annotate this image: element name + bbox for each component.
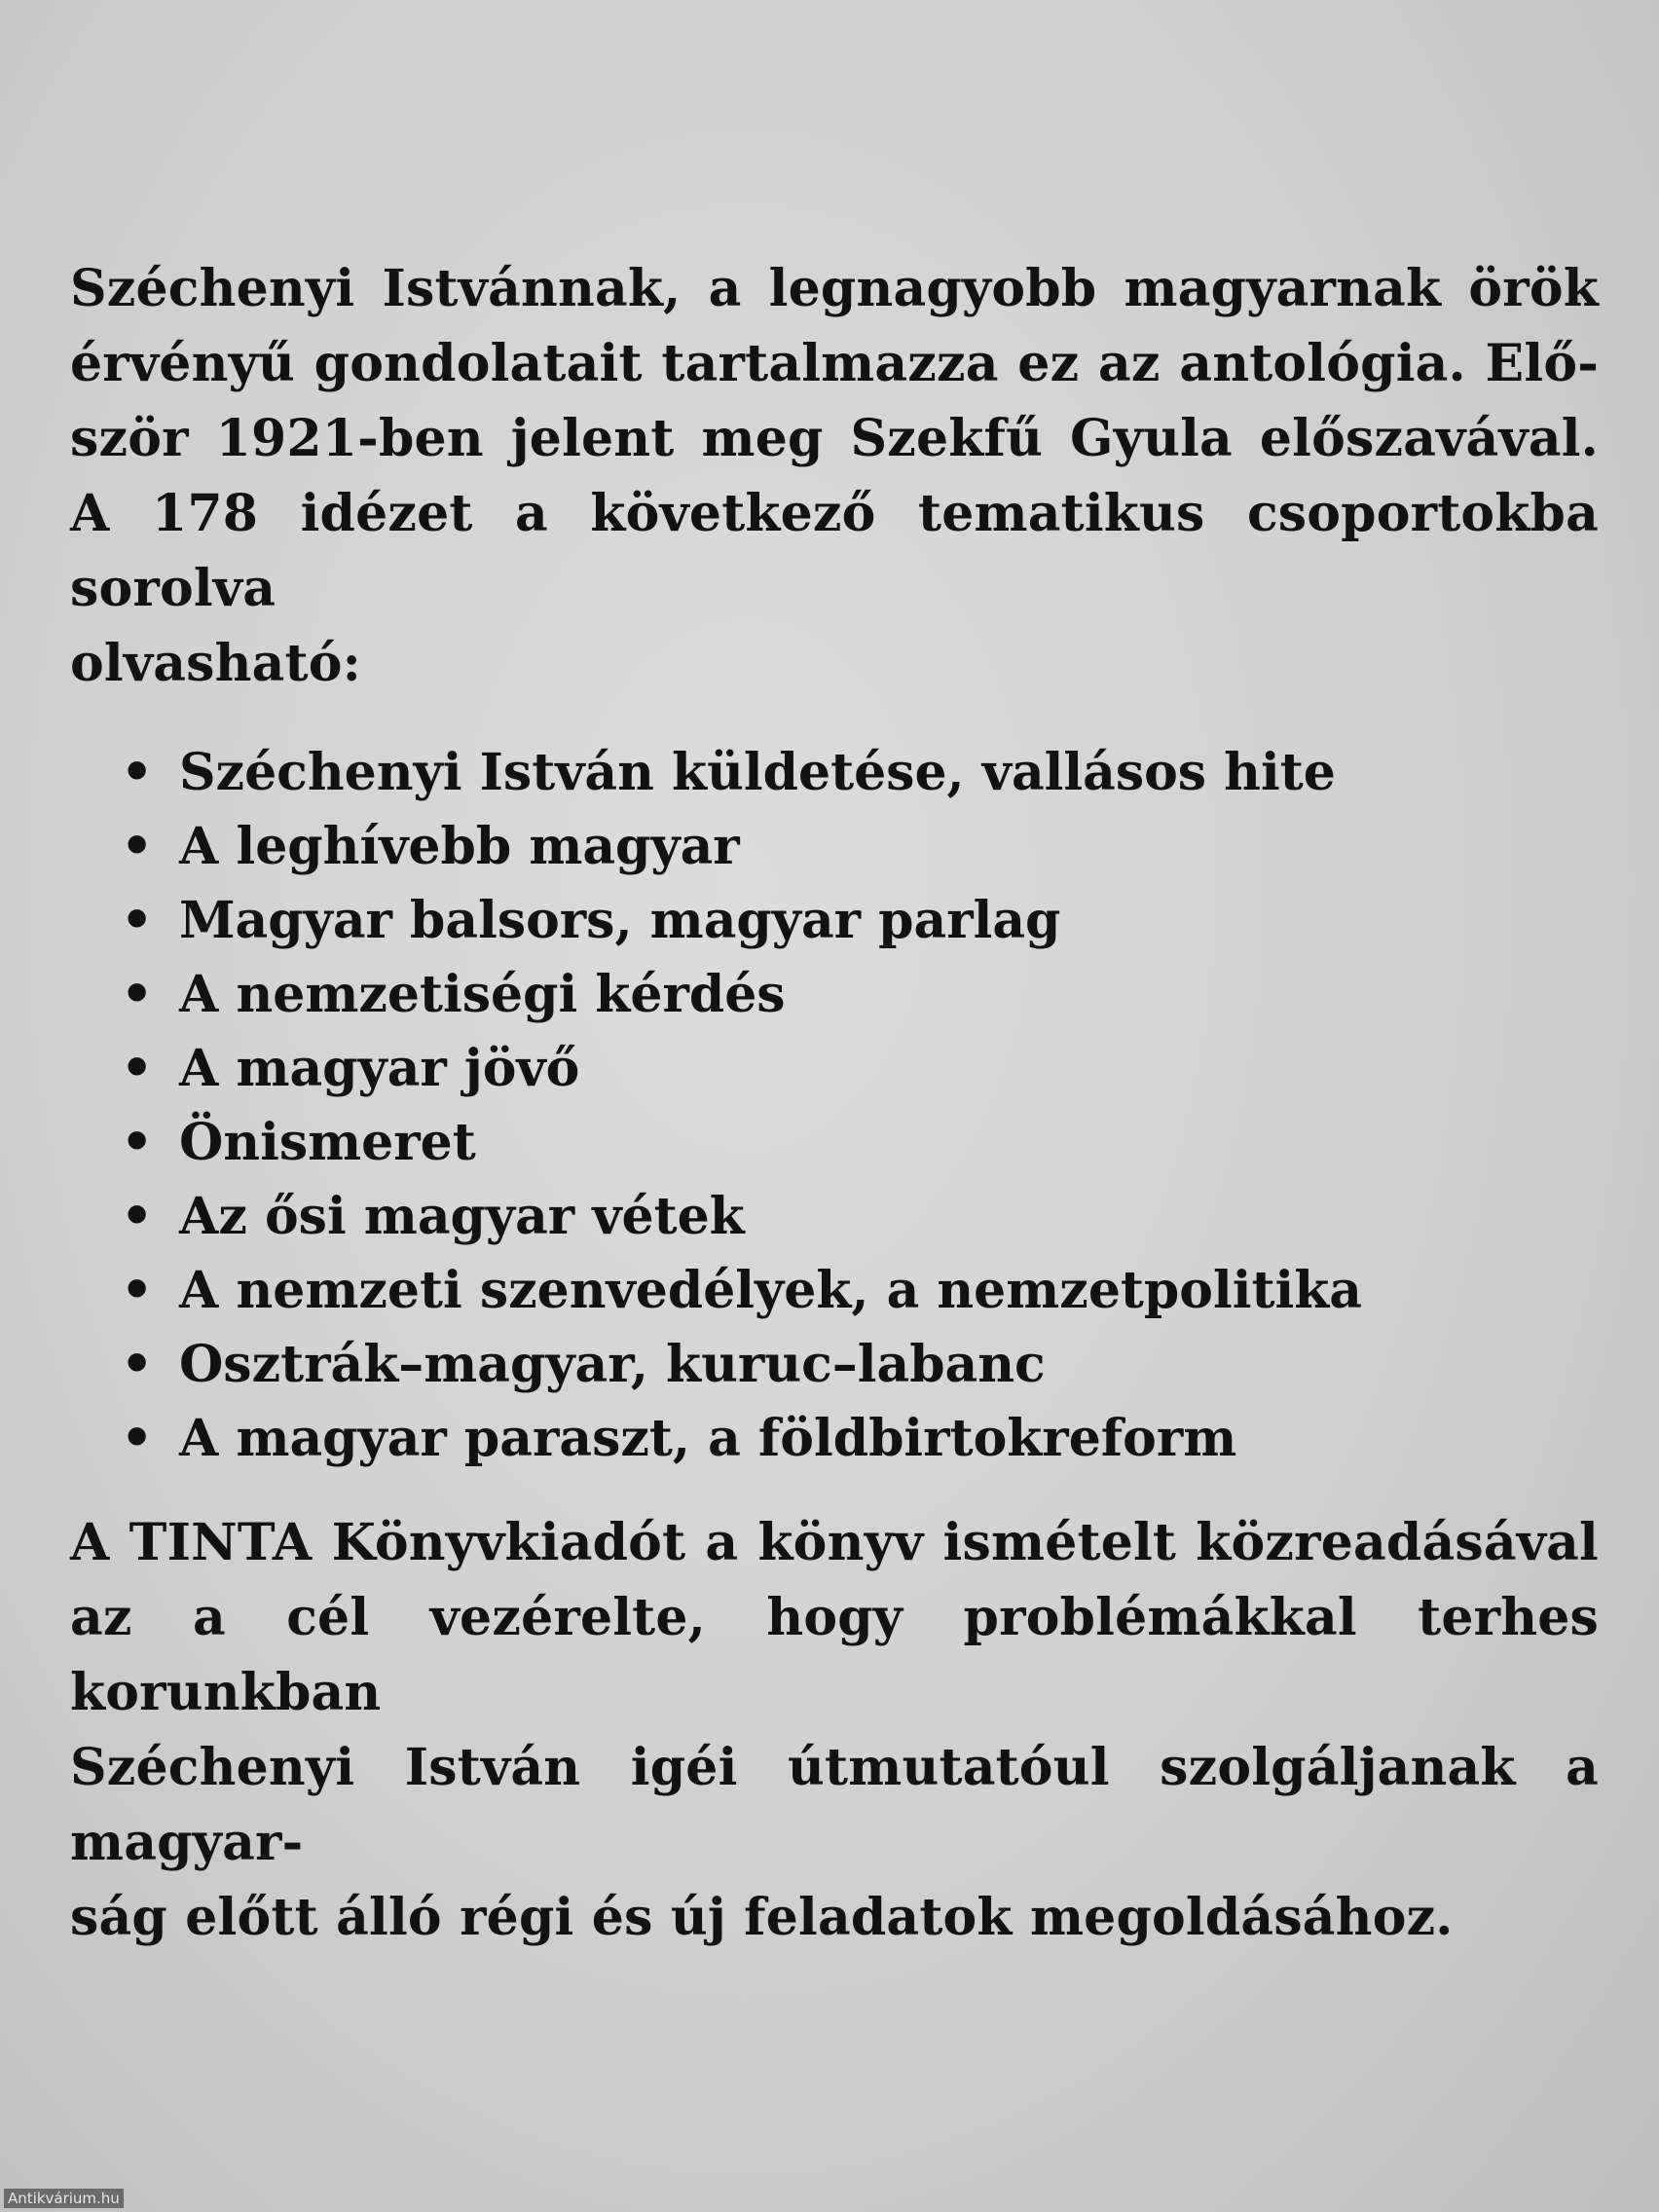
bullet-icon: • [121,743,154,802]
intro-line: olvasható: [70,634,362,693]
topic-item [121,810,1599,884]
topic-label: A nemzetiségi kérdés [179,965,786,1024]
topic-item [121,1180,1599,1254]
topic-label: Az ősi magyar vétek [179,1187,745,1246]
topic-label: A magyar paraszt, a földbirtokreform [179,1409,1237,1468]
topic-label: Önismeret [179,1113,476,1172]
bullet-icon: • [121,817,154,876]
topic-item [121,1328,1599,1402]
bullet-icon: • [121,891,154,950]
topic-label: A nemzeti szenvedélyek, a nemzetpolitika [179,1261,1362,1320]
bullet-icon: • [121,1113,154,1172]
intro-line: ször 1921-ben jelent meg Szekfű Gyula előszavával. [70,409,1599,468]
bullet-icon: • [121,1187,154,1246]
bullet-icon: • [121,965,154,1024]
bullet-icon: • [121,1335,154,1394]
intro-line: érvényű gondolatait tartalmazza ez az antológia. Elő- [70,334,1599,393]
topic-label: Széchenyi István küldetése, vallásos hite [179,743,1336,802]
topic-list [70,736,1599,1476]
topic-label: Magyar balsors, magyar parlag [179,891,1061,950]
topic-item [121,1254,1599,1328]
closing-line: ság előtt álló régi és új feladatok megoldásához. [70,1888,1454,1947]
closing-paragraph [70,1505,1599,1955]
closing-line: A TINTA Könyvkiadót a könyv ismételt közreadásával [70,1513,1599,1572]
intro-paragraph [70,251,1599,701]
topic-item [121,736,1599,810]
topic-label: Osztrák–magyar, kuruc–labanc [179,1335,1046,1394]
topic-item [121,1402,1599,1476]
topic-item [121,884,1599,958]
bullet-icon: • [121,1039,154,1098]
closing-line: Széchenyi István igéi útmutatóul szolgáljanak a magyar- [70,1738,1599,1872]
closing-line: az a cél vezérelte, hogy problémákkal terhes korunkban [70,1588,1599,1722]
topic-label: A leghívebb magyar [179,817,740,876]
watermark: Antikvárium.hu [4,2189,124,2208]
bullet-icon: • [121,1261,154,1320]
bullet-icon: • [121,1409,154,1468]
book-back-cover-text [70,251,1599,1955]
topic-item [121,1032,1599,1106]
topic-item [121,1106,1599,1180]
intro-line: A 178 idézet a következő tematikus csoportokba sorolva [70,484,1599,618]
topic-item [121,958,1599,1032]
topic-label: A magyar jövő [179,1039,580,1098]
intro-line: Széchenyi Istvánnak, a legnagyobb magyarnak örök [70,259,1599,318]
